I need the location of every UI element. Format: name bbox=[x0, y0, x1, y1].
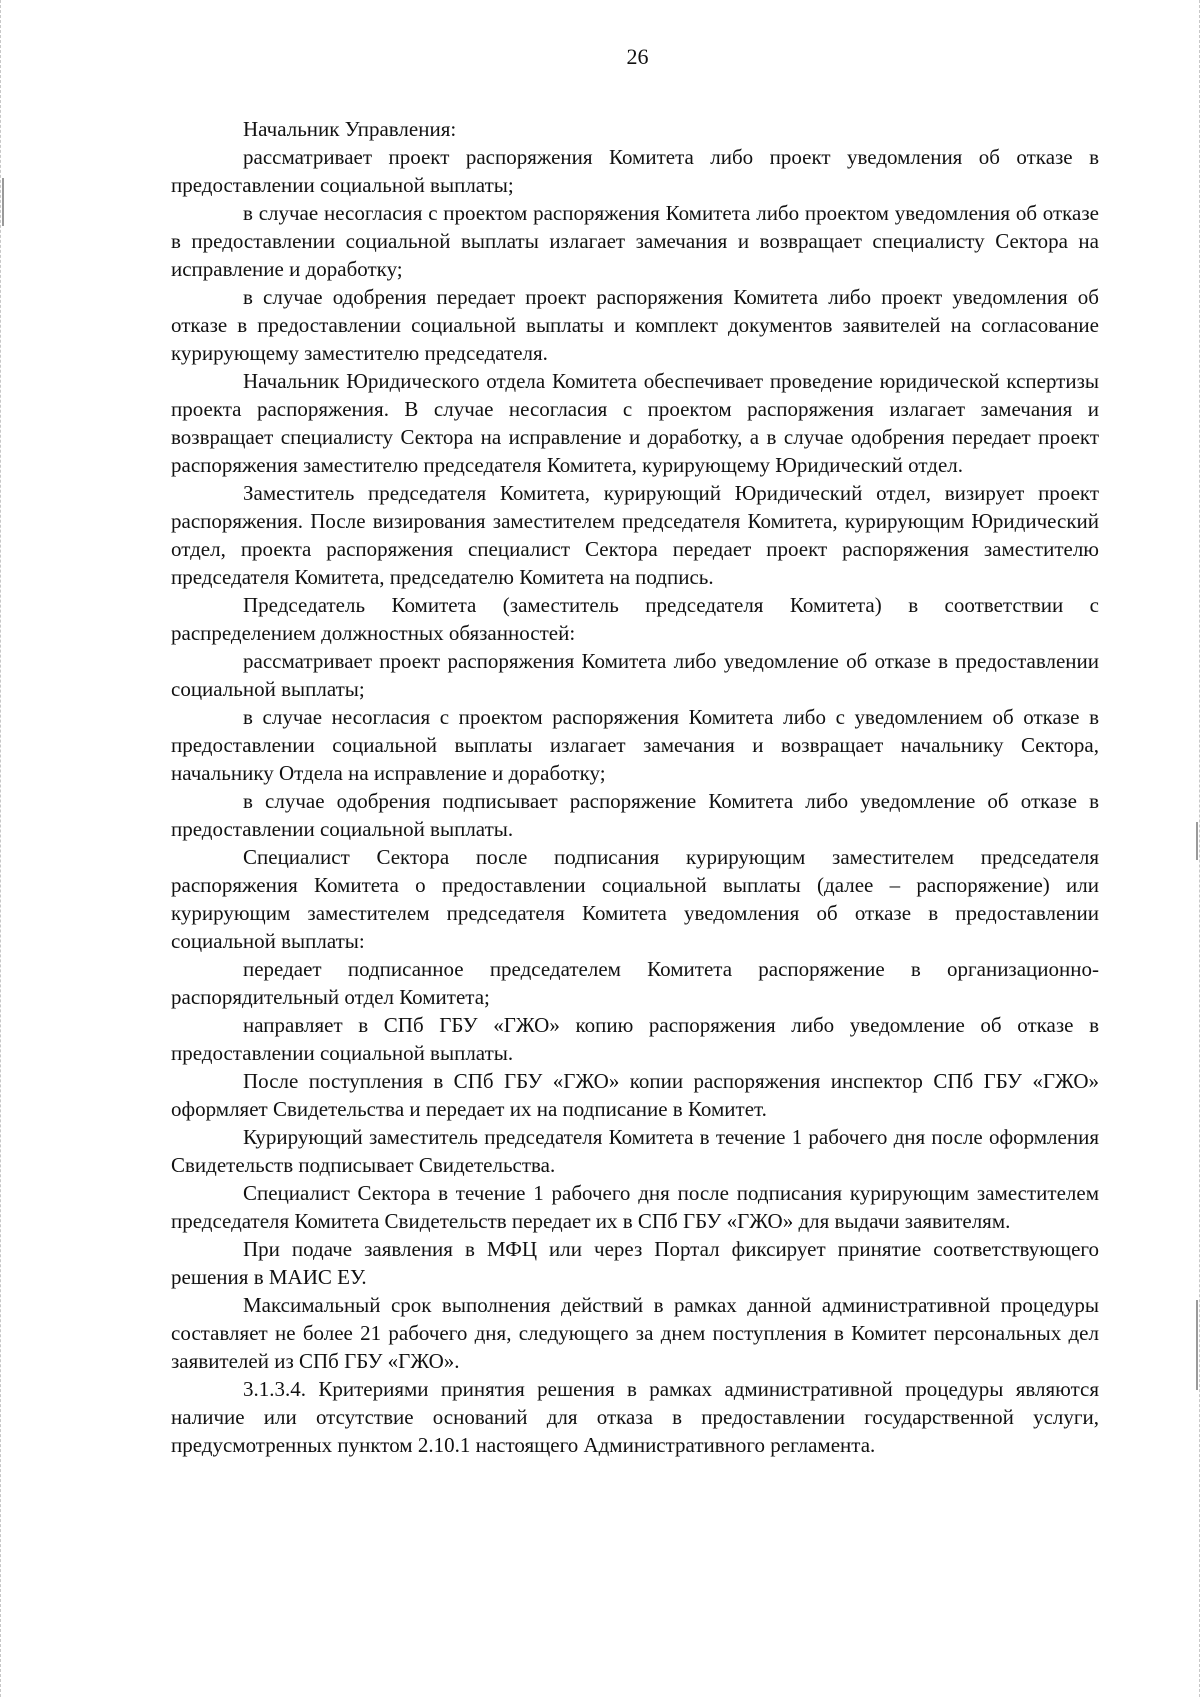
paragraph: При подаче заявления в МФЦ или через Портал фиксирует принятие соответствующего решения в МАИС ЕУ. bbox=[171, 1237, 1099, 1289]
paragraph: Курирующий заместитель председателя Комитета в течение 1 рабочего дня после оформления Свидетельств подписывает Свидетельства. bbox=[171, 1125, 1099, 1177]
scan-mark bbox=[2, 178, 4, 226]
paragraph: в случае несогласия с проектом распоряжения Комитета либо с уведомлением об отказе в предоставлении социальной выплаты излагает замечания и возвращает начальнику Сектора, начальнику Отдела на исправление и доработку; bbox=[171, 705, 1099, 785]
scan-mark bbox=[1196, 822, 1198, 860]
paragraph: в случае одобрения передает проект распоряжения Комитета либо проект уведомления об отказе в предоставлении социальной выплаты и комплект документов заявителей на согласование курирующему заместителю председателя. bbox=[171, 285, 1099, 365]
paragraph: Начальник Управления: bbox=[243, 117, 457, 141]
paragraph: в случае несогласия с проектом распоряжения Комитета либо проектом уведомления об отказе в предоставлении социальной выплаты излагает замечания и возвращает специалисту Сектора на исправление и доработку; bbox=[171, 201, 1099, 281]
paragraph: Специалист Сектора после подписания курирующим заместителем председателя распоряжения Комитета о предоставлении социальной выплаты (далее – распоряжение) или курирующим заместителем председателя Комитета уведомления об отказе в предоставлении социальной выплаты: bbox=[171, 845, 1099, 953]
paragraph: Начальник Юридического отдела Комитета обеспечивает проведение юридической кспертизы проекта распоряжения. В случае несогласия с проектом распоряжения излагает замечания и возвращает специалисту Сектора на исправление и доработку, а в случае одобрения передает проект распоряжения заместителю председателя Комитета, курирующему Юридический отдел. bbox=[171, 369, 1099, 477]
paragraph: 3.1.3.4. Критериями принятия решения в рамках административной процедуры являются наличие или отсутствие оснований для отказа в предоставлении государственной услуги, предусмотренных пунктом 2.10.1 настоящего Административного регламента. bbox=[171, 1377, 1099, 1457]
body-text bbox=[171, 115, 1099, 1459]
scan-edge-left bbox=[0, 0, 3, 1697]
paragraph: Максимальный срок выполнения действий в рамках данной административной процедуры составляет не более 21 рабочего дня, следующего за днем поступления в Комитет персональных дел заявителей из СПб ГБУ «ГЖО». bbox=[171, 1293, 1099, 1373]
scan-mark bbox=[1196, 1300, 1198, 1390]
paragraph: передает подписанное председателем Комитета распоряжение в организационно-распорядительный отдел Комитета; bbox=[171, 957, 1099, 1009]
paragraph: Заместитель председателя Комитета, курирующий Юридический отдел, визирует проект распоряжения. После визирования заместителем председателя Комитета, курирующим Юридический отдел, проекта распоряжения специалист Сектора передает проект распоряжения заместителю председателя Комитета, председателю Комитета на подпись. bbox=[171, 481, 1099, 589]
paragraph: Специалист Сектора в течение 1 рабочего дня после подписания курирующим заместителем председателя Комитета Свидетельств передает их в СПб ГБУ «ГЖО» для выдачи заявителям. bbox=[171, 1181, 1099, 1233]
page-number: 26 bbox=[626, 44, 649, 69]
paragraph: направляет в СПб ГБУ «ГЖО» копию распоряжения либо уведомление об отказе в предоставлении социальной выплаты. bbox=[171, 1013, 1099, 1065]
paragraph: рассматривает проект распоряжения Комитета либо уведомление об отказе в предоставлении социальной выплаты; bbox=[171, 649, 1099, 701]
paragraph: в случае одобрения подписывает распоряжение Комитета либо уведомление об отказе в предоставлении социальной выплаты. bbox=[171, 789, 1099, 841]
paragraph: После поступления в СПб ГБУ «ГЖО» копии распоряжения инспектор СПб ГБУ «ГЖО» оформляет Свидетельства и передает их на подписание в Комитет. bbox=[171, 1069, 1099, 1121]
paragraph: Председатель Комитета (заместитель председателя Комитета) в соответствии с распределением должностных обязанностей: bbox=[171, 593, 1099, 645]
paragraph: рассматривает проект распоряжения Комитета либо проект уведомления об отказе в предоставлении социальной выплаты; bbox=[171, 145, 1099, 197]
